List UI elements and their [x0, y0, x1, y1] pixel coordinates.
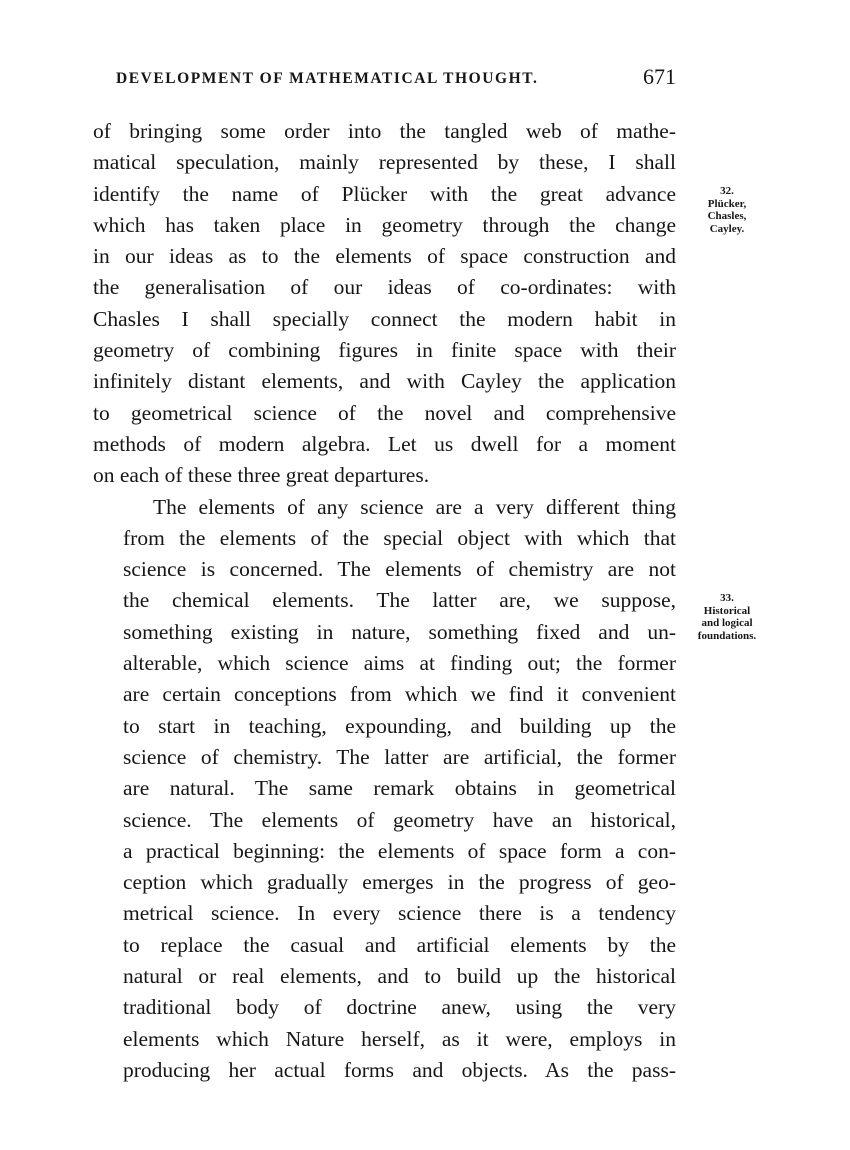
- text-line: infinitely distant elements, and with Cayley the application: [93, 369, 676, 394]
- margin-note-line: Historical: [703, 604, 751, 617]
- page-header: [116, 64, 676, 94]
- margin-note-32: [682, 185, 772, 235]
- text-line: science of chemistry. The latter are artificial, the former: [123, 744, 676, 769]
- text-line: geometry of combining figures in finite space with their: [93, 338, 676, 363]
- running-head: DEVELOPMENT OF MATHEMATICAL THOUGHT.: [116, 70, 539, 87]
- text-line: a practical beginning: the elements of space form a con-: [123, 838, 676, 863]
- paragraph-2: [93, 492, 676, 1087]
- margin-note-number: 33.: [720, 592, 734, 604]
- text-line: the chemical elements. The latter are, we suppose,: [123, 588, 676, 613]
- margin-note-line: Plücker,: [707, 197, 747, 210]
- text-line: ception which gradually emerges in the progress of geo-: [123, 870, 676, 895]
- text-line: the generalisation of our ideas of co-ordinates: with: [93, 275, 676, 300]
- text-line: metrical science. In every science there is a tendency: [123, 901, 676, 926]
- page-number: 671: [643, 64, 676, 89]
- text-line: to replace the casual and artificial elements by the: [123, 932, 676, 957]
- text-line: traditional body of doctrine anew, using the very: [123, 995, 676, 1020]
- margin-note-33: [682, 592, 772, 642]
- text-line: producing her actual forms and objects. As the pass-: [123, 1057, 676, 1082]
- text-line: The elements of any science are a very different thing: [153, 494, 676, 519]
- margin-note-line: Cayley.: [709, 222, 745, 235]
- text-line: to start in teaching, expounding, and building up the: [123, 713, 676, 738]
- text-line: on each of these three great departures.: [93, 463, 430, 488]
- text-line: are natural. The same remark obtains in geometrical: [123, 776, 676, 801]
- text-line: are certain conceptions from which we find it convenient: [123, 682, 676, 707]
- margin-note-number: 32.: [720, 185, 734, 197]
- text-line: in our ideas as to the elements of space construction and: [93, 244, 676, 269]
- text-line: elements which Nature herself, as it were, employs in: [123, 1026, 676, 1051]
- margin-note-line: foundations.: [697, 629, 757, 642]
- text-line: of bringing some order into the tangled web of mathe-: [93, 119, 676, 143]
- text-line: science is concerned. The elements of chemistry are not: [123, 557, 676, 582]
- text-line: natural or real elements, and to build up the historical: [123, 964, 676, 989]
- text-line: identify the name of Plücker with the great advance: [93, 181, 676, 206]
- text-line: something existing in nature, something fixed and un-: [123, 619, 676, 644]
- text-line: methods of modern algebra. Let us dwell for a moment: [93, 431, 676, 456]
- text-line: which has taken place in geometry through the change: [93, 212, 676, 237]
- margin-note-line: and logical: [701, 617, 753, 629]
- text-line: to geometrical science of the novel and comprehensive: [93, 400, 676, 425]
- text-line: matical speculation, mainly represented by these, I shall: [93, 150, 676, 175]
- text-line: alterable, which science aims at finding out; the former: [123, 651, 676, 676]
- paragraph-1: [93, 116, 676, 492]
- margin-note-line: Chasles,: [707, 210, 747, 222]
- text-line: from the elements of the special object with which that: [123, 525, 676, 550]
- text-line: Chasles I shall specially connect the modern habit in: [93, 306, 676, 331]
- text-line: science. The elements of geometry have an historical,: [123, 807, 676, 832]
- body-text: [93, 116, 676, 1086]
